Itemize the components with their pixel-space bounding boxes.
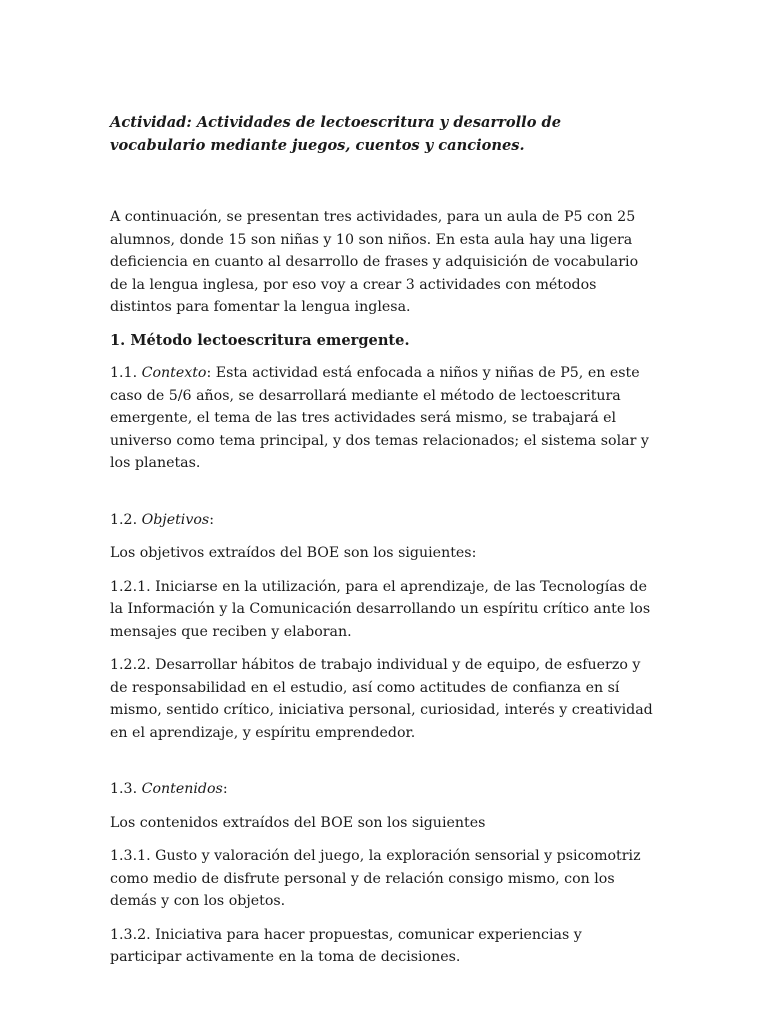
document-page [110,112,655,980]
objectives-label: Objetivos [141,511,210,528]
contents-heading [110,778,655,801]
context-text: : Esta actividad está enfocada a niños y niñas de P5, en este caso de 5/6 años, se desarrollará mediante el método de lectoescritura emergente, el tema de las tres actividades será mismo, se trabajará el universo como tema principal, y dos temas relacionados; el sistema solar y los planetas. [110,365,649,471]
objectives-colon: : [209,511,214,528]
document-title: Actividad: Actividades de lectoescritura y desarrollo de vocabulario mediante juegos, cuentos y canciones. [110,114,561,154]
contents-number: 1.3. [110,781,142,797]
objective-1: 1.2.1. Iniciarse en la utilización, para el aprendizaje, de las Tecnologías de la Información y la Comunicación desarrollando un espíritu crítico ante los mensajes que reciben y elaboran. [110,578,651,640]
contents-colon: : [222,781,228,797]
content-2: 1.3.2. Iniciativa para hacer propuestas, comunicar experiencias y participar activamente en la toma de decisiones. [110,926,582,965]
section-1-heading: 1. Método lectoescritura emergente. [110,331,410,349]
contents-label: Contenidos [141,781,223,797]
context-number: 1.1. [110,365,142,381]
objectives-intro: Los objetivos extraídos del BOE son los siguientes: [110,545,477,561]
intro-paragraph: A continuación, se presentan tres actividades, para un aula de P5 con 25 alumnos, donde 15 son niñas y 10 son niños. En esta aula hay una ligera deficiencia en cuanto al desarrollo de frases y adquisición de vocabulario de la lengua inglesa, por eso voy a crear 3 actividades con métodos distintos para fomentar la lengua inglesa. [110,209,639,315]
objective-2: 1.2.2. Desarrollar hábitos de trabajo individual y de equipo, de esfuerzo y de responsabilidad en el estudio, así como actitudes de confianza en sí mismo, sentido crítico, iniciativa personal, curiosidad, interés y creatividad en el aprendizaje, y espíritu emprendedor. [110,657,653,741]
objectives-number: 1.2. [110,511,142,528]
contents-intro: Los contenidos extraídos del BOE son los siguientes [110,814,486,831]
context-label: Contexto [141,365,207,381]
objectives-heading [110,509,655,532]
context-paragraph [110,362,655,475]
content-1: 1.3.1. Gusto y valoración del juego, la exploración sensorial y psicomotriz como medio de disfrute personal y de relación consigo mismo, con los demás y con los objetos. [110,848,641,909]
